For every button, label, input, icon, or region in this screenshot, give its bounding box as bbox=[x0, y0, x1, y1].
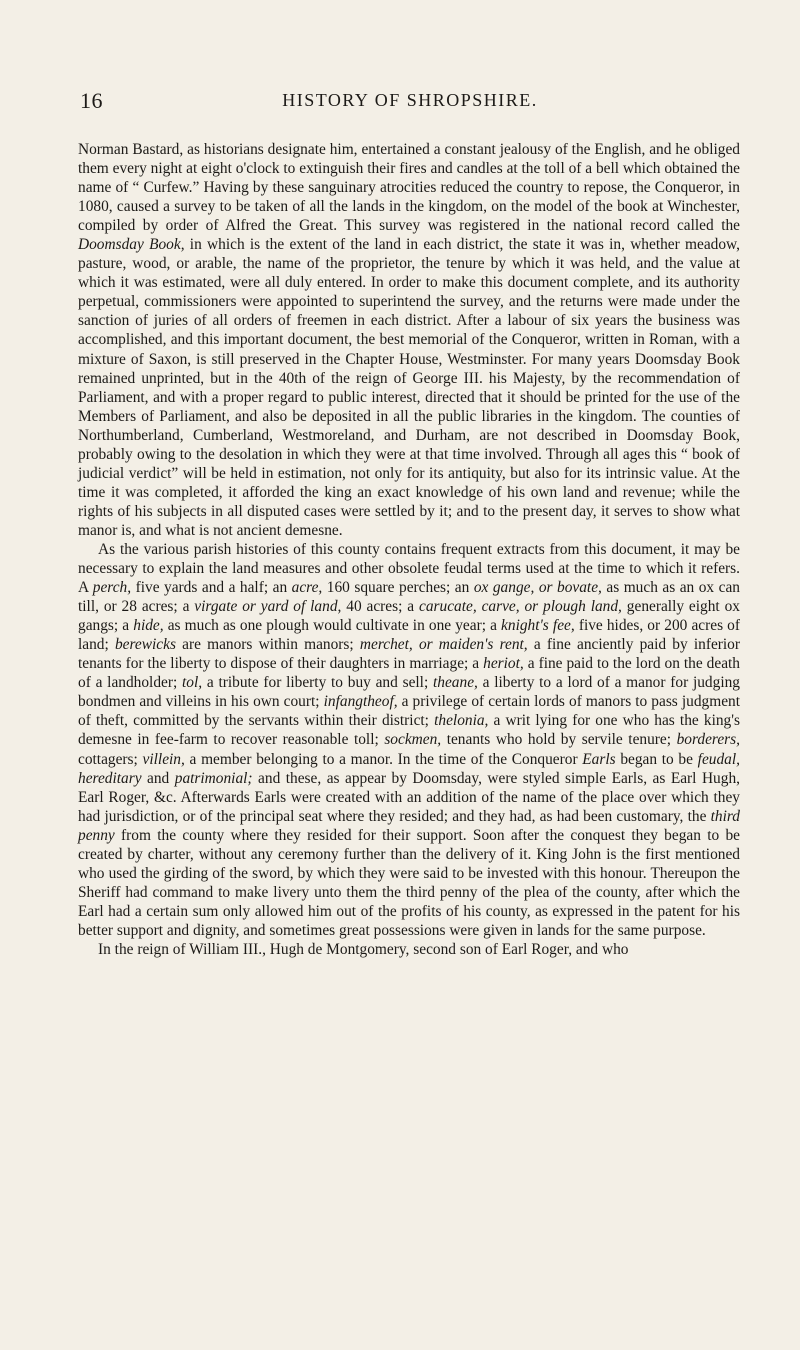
text-run: As the various parish histories of this county contains frequent extracts from this document, it may be necessary to explain the land measures and other obsolete feudal terms used at the time to which it refers. A bbox=[78, 540, 740, 597]
italic-term: Earls bbox=[582, 750, 616, 768]
text-run: cottagers; bbox=[78, 750, 143, 768]
text-run: and bbox=[141, 769, 175, 787]
text-run: from the county where they resided for their support. Soon after the conquest they began to be created by charter, without any ceremony further than the delivery of it. King John is the first mentioned who used the girding of the sword, by which they were said to be invested with this honour. Thereupon the Sheriff had command to make livery unto them the third penny of the plea of the county, after which the Earl had a certain sum only allowed him out of the profits of his county, as expressed in the patent for his better support and dignity, and sometimes great possessions were given in lands for the same purpose. bbox=[78, 826, 740, 939]
text-run: a privilege of certain lords of manors to pass judgment of theft, committed by the servants within their district; bbox=[78, 693, 740, 730]
text-run: a tribute for liberty to buy and sell; bbox=[202, 674, 433, 692]
text-run: a member belonging to a manor. In the time of the Conqueror bbox=[184, 750, 583, 768]
page-number: 16 bbox=[80, 88, 103, 113]
italic-term: carucate, carve, or plough land, bbox=[419, 598, 622, 616]
text-run: generally eight ox gangs; a bbox=[78, 598, 740, 635]
italic-term: third penny bbox=[78, 807, 740, 844]
text-run: In the reign of William III., Hugh de Montgomery, second son of Earl Roger, and who bbox=[98, 940, 629, 958]
text-run: 160 square perches; an bbox=[322, 579, 474, 597]
text-run: and these, as appear by Doomsday, were styled simple Earls, as Earl Hugh, Earl Roger, &c. Afterwards Earls were created with an addition of the name of the place over which they had jurisdiction, or of the principal seat where they resided; and they had, as had been customary, the bbox=[78, 769, 740, 825]
italic-term: feudal, hereditary bbox=[78, 750, 740, 787]
paragraph-land-measures bbox=[78, 540, 740, 940]
running-title: HISTORY OF SHROPSHIRE. bbox=[282, 90, 538, 110]
italic-term: merchet, or maiden's rent, bbox=[359, 636, 528, 654]
italic-term: sockmen, bbox=[384, 731, 442, 749]
italic-term: virgate or yard of land, bbox=[194, 598, 342, 616]
italic-term: infangtheof, bbox=[323, 693, 398, 711]
italic-term: ox gange, or bovate, bbox=[473, 579, 602, 597]
text-run: as much as an ox can till, or 28 acres; a bbox=[78, 579, 740, 616]
text-run: a writ lying for one who has the king's demesne in fee-farm to recover reasonable toll; bbox=[78, 712, 740, 749]
paragraph-doomsday bbox=[78, 140, 740, 540]
body-text bbox=[78, 140, 740, 959]
text-run: 40 acres; a bbox=[341, 598, 419, 616]
italic-term: hide, bbox=[133, 617, 164, 635]
italic-term: acre, bbox=[291, 579, 323, 597]
text-run: a liberty to a lord of a manor for judging bondmen and villeins in his own court; bbox=[78, 674, 740, 711]
italic-term: heriot, bbox=[483, 655, 524, 673]
text-run: Norman Bastard, as historians designate him, entertained a constant jealousy of the English, and he obliged them every night at eight o'clock to extinguish their fires and candles at the toll of a bell which obtained the name of “ Curfew.” Having by these sanguinary atrocities reduced the country to repose, the Conqueror, in 1080, caused a survey to be taken of all the lands in the kingdom, on the model of the book at Winchester, compiled by order of Alfred the Great. This survey was registered in the national record called the bbox=[78, 141, 740, 235]
italic-term: patrimonial; bbox=[174, 769, 253, 787]
italic-term: villein, bbox=[142, 750, 185, 768]
page-header bbox=[80, 88, 740, 114]
italic-term: borderers, bbox=[676, 731, 741, 749]
text-run: in which is the extent of the land in each district, the state it was in, whether meadow, pasture, wood, or arable, the name of the proprietor, the tenure by which it was held, and the value at which it was estimated, were all duly entered. In order to make this document complete, and its authority perpetual, commissioners were appointed to superintend the survey, and the returns were made under the sanction of juries of all orders of freemen in each district. After a labour of six years the business was accomplished, and this important document, the best memorial of the Conqueror, written in Roman, with a mixture of Saxon, is still preserved in the Chapter House, Westminster. For many years Doomsday Book remained unprinted, but in the 40th of the reign of George III. his Majesty, by the recommendation of Parliament, and with a proper regard to public interest, directed that it should be printed for the use of the Members of Parliament, and also be deposited in all the public libraries in the kingdom. The counties of Northumberland, Cumberland, Westmoreland, and Durham, are not described in Doomsday Book, probably owing to the desolation in which they were at that time involved. Through all ages this “ book of judicial verdict” will be held in estimation, not only for its antiquity, but also for its intrinsic value. At the time it was completed, it afforded the king an exact knowledge of his own land and revenue; while the rights of his subjects in all disputed cases were settled by it; and to the present day, it serves to show what manor is, and what is not ancient demesne. bbox=[78, 236, 740, 539]
paragraph-william-iii bbox=[78, 940, 740, 959]
italic-term: theane, bbox=[433, 674, 478, 692]
italic-term: tol, bbox=[182, 674, 203, 692]
text-run: five yards and a half; an bbox=[131, 579, 292, 597]
text-run: a fine paid to the lord on the death of a landholder; bbox=[78, 655, 740, 692]
italic-term: Doomsday Book, bbox=[78, 236, 185, 254]
italic-term: knight's fee, bbox=[501, 617, 575, 635]
text-run: as much as one plough would cultivate in one year; a bbox=[163, 617, 502, 635]
text-run: are manors within manors; bbox=[175, 636, 360, 654]
text-run: a fine anciently paid by inferior tenants for the liberty to dispose of their daughters in marriage; a bbox=[78, 636, 741, 673]
italic-term: thelonia, bbox=[434, 712, 489, 730]
italic-term: perch, bbox=[92, 579, 132, 597]
text-run: five hides, or 200 acres of land; bbox=[78, 617, 740, 654]
italic-term: berewicks bbox=[114, 636, 176, 654]
text-run: began to be bbox=[615, 750, 698, 768]
text-run: tenants who hold by servile tenure; bbox=[441, 731, 677, 749]
